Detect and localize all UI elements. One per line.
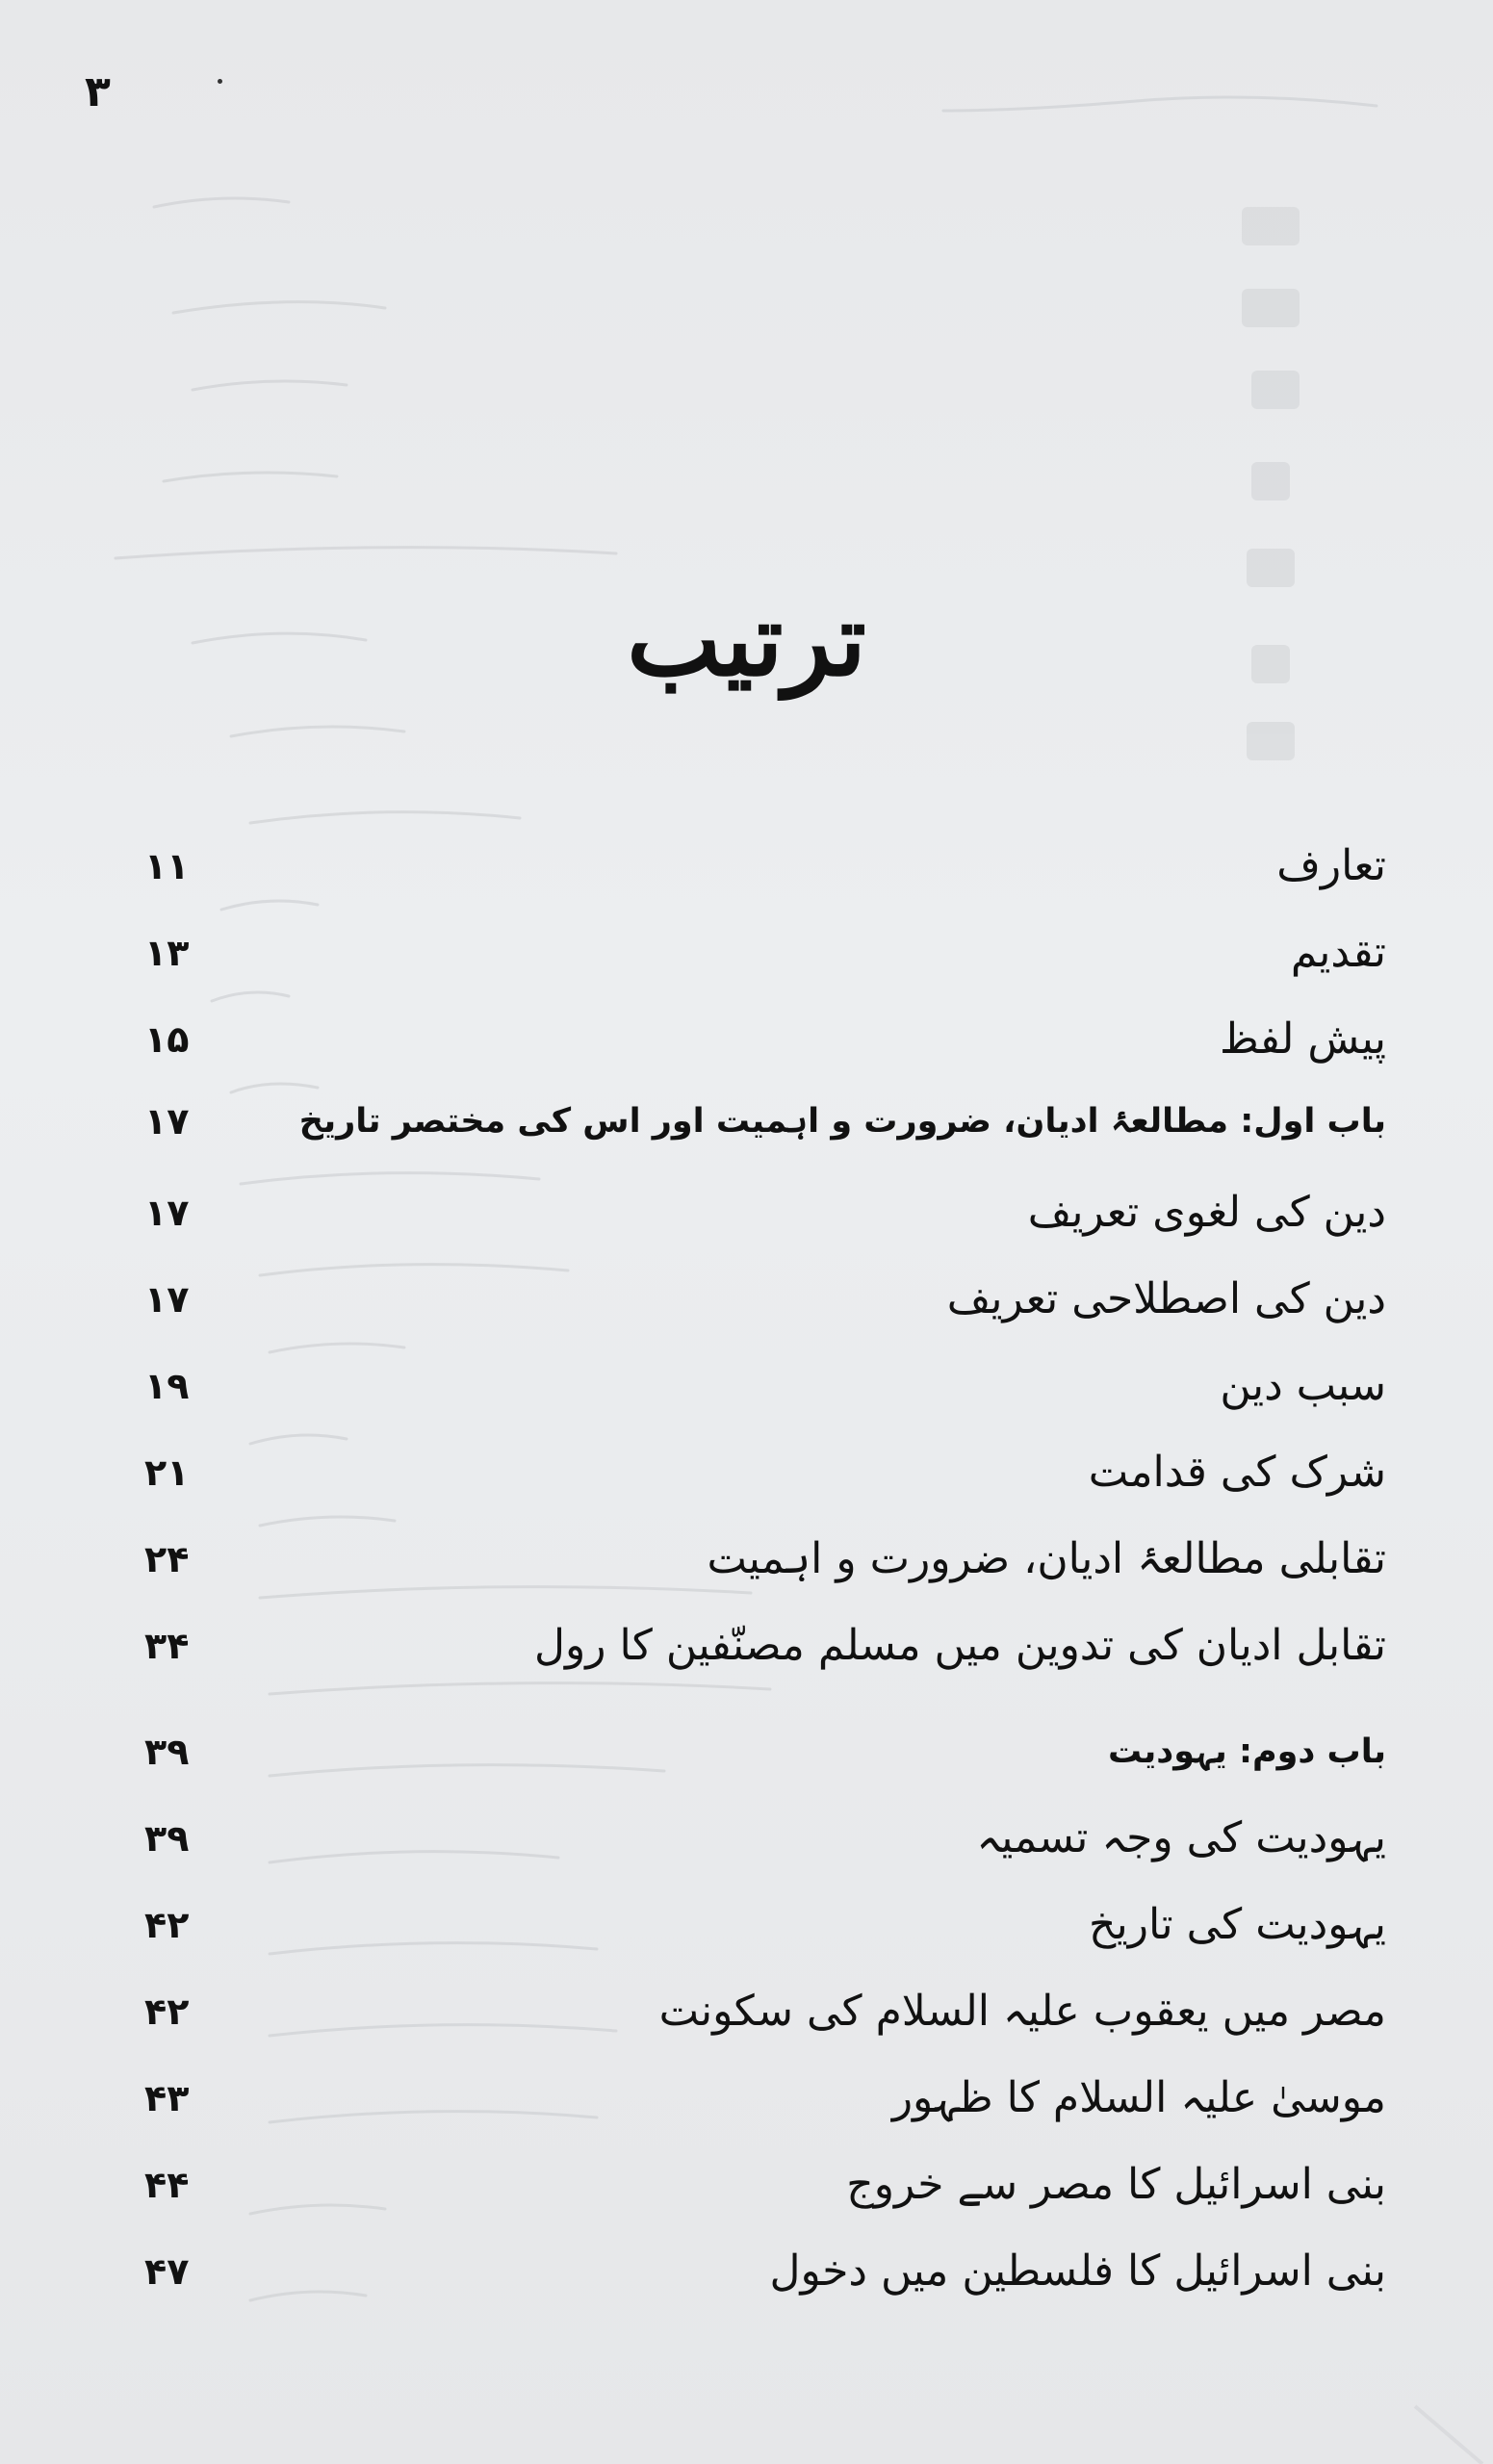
toc-entry — [144, 2151, 1386, 2219]
toc-entry — [144, 1805, 1386, 1872]
toc-entry-page: ۴۲ — [144, 1904, 190, 1946]
toc-entry — [144, 919, 1386, 987]
toc-entry-page: ۱۹ — [144, 1365, 190, 1407]
toc-entry-label: موسیٰ علیہ السلام کا ظہور — [891, 2073, 1386, 2122]
toc-entry-page: ۱۷ — [144, 1100, 190, 1142]
toc-entry — [144, 2238, 1386, 2305]
toc-entry-label: بنی اسرائیل کا فلسطین میں دخول — [769, 2246, 1386, 2296]
page-title: ترتیب — [627, 580, 866, 699]
toc-entry-page: ۲۱ — [144, 1451, 190, 1494]
toc-entry — [144, 1439, 1386, 1506]
toc-entry-page: ۱۵ — [144, 1018, 190, 1061]
page-number: ۳ — [85, 67, 111, 116]
toc-entry — [144, 1612, 1386, 1680]
toc-entry — [144, 1891, 1386, 1959]
toc-entry-label: یہودیت کی وجہ تسمیہ — [976, 1813, 1386, 1862]
toc-entry-label: باب دوم: یہودیت — [1108, 1732, 1386, 1771]
toc-entry-label: مصر میں یعقوب علیہ السلام کی سکونت — [658, 1987, 1386, 2036]
toc-entry-page: ۳۹ — [144, 1731, 190, 1773]
toc-entry-page: ۴۷ — [144, 2250, 190, 2293]
toc-entry-label: تقدیم — [1290, 928, 1386, 977]
toc-entry-page: ۱۳ — [144, 932, 190, 974]
toc-entry-label: دین کی اصطلاحی تعریف — [946, 1274, 1386, 1323]
toc-chapter-heading — [144, 1718, 1386, 1785]
toc-entry — [144, 1352, 1386, 1420]
toc-entry — [144, 1266, 1386, 1333]
toc-entry-page: ۴۳ — [144, 2077, 190, 2119]
toc-entry — [144, 1526, 1386, 1593]
toc-entry — [144, 1006, 1386, 1073]
toc-entry-label: تعارف — [1276, 841, 1386, 890]
toc-entry-label: شرک کی قدامت — [1088, 1448, 1386, 1497]
toc-entry-page: ۴۲ — [144, 1990, 190, 2033]
toc-entry-page: ۱۷ — [144, 1278, 190, 1321]
toc-entry — [144, 2065, 1386, 2132]
toc-entry-label: پیش لفظ — [1219, 1014, 1386, 1064]
toc-entry-label: دین کی لغوی تعریف — [1027, 1188, 1386, 1237]
toc-entry-page: ۱۷ — [144, 1192, 190, 1234]
toc-entry-label: تقابل ادیان کی تدوین میں مسلم مصنّفین کا رول — [534, 1621, 1386, 1670]
toc-entry-label: یہودیت کی تاریخ — [1089, 1900, 1386, 1949]
toc-entry-label: بنی اسرائیل کا مصر سے خروج — [846, 2160, 1386, 2209]
toc-entry-page: ۴۴ — [144, 2164, 190, 2206]
toc-entry-label: سبب دین — [1220, 1361, 1386, 1410]
toc-entry-page: ۳۴ — [144, 1625, 190, 1667]
toc-chapter-heading — [144, 1088, 1386, 1155]
toc-entry-page: ۲۴ — [144, 1538, 190, 1580]
toc-entry-label: تقابلی مطالعۂ ادیان، ضرورت و اہمیت — [707, 1534, 1386, 1583]
toc-entry-label: باب اول: مطالعۂ ادیان، ضرورت و اہمیت اور اس کی مختصر تاریخ — [298, 1102, 1386, 1141]
toc-entry — [144, 1179, 1386, 1246]
toc-entry-page: ۱۱ — [144, 845, 190, 887]
toc-entry — [144, 1978, 1386, 2045]
toc-entry-page: ۳۹ — [144, 1817, 190, 1860]
toc-entry — [144, 833, 1386, 900]
